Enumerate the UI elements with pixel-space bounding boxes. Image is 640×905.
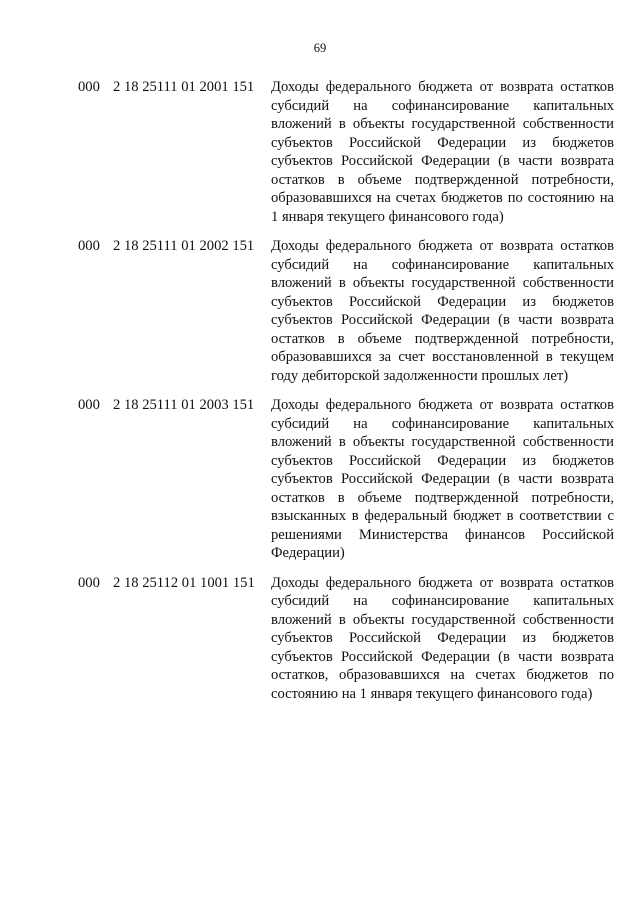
administrator-code: 000 — [78, 397, 100, 413]
income-classification-code: 2 18 25112 01 1001 151 — [113, 574, 255, 591]
page-number: 69 — [313, 41, 327, 55]
income-description: Доходы федерального бюджета от возврата остатков субсидий на софинансирование капитальных вложений в объекты государственной собственности субъектов Российской Федерации из бюджетов субъектов Российской Федерации (в части возврата остатков в объеме подтвержденной потребности, образовавшихся за счет восстановленной в текущем году дебиторской задолженности прошлых лет) — [271, 238, 614, 384]
income-classification-code: 2 18 25111 01 2001 151 — [113, 79, 255, 95]
budget-code-list — [78, 78, 613, 714]
administrator-code: 000 — [78, 238, 100, 254]
income-description: Доходы федерального бюджета от возврата остатков субсидий на софинансирование капитальных вложений в объекты государственной собственности субъектов Российской Федерации из бюджетов субъектов Российской Федерации (в части возврата остатков, образовавшихся на счетах бюджетов по состоянию на 1 января текущего финансового года) — [271, 574, 614, 702]
income-description: Доходы федерального бюджета от возврата остатков субсидий на софинансирование капитальных вложений в объекты государственной собственности субъектов Российской Федерации из бюджетов субъектов Российской Федерации (в части возврата остатков в объеме подтвержденной потребности, взысканных в федеральный бюджет в соответствии с решениями Министерства финансов Российской Федерации) — [271, 397, 614, 561]
list-item — [78, 237, 613, 385]
administrator-code: 000 — [78, 79, 100, 95]
income-classification-code: 2 18 25111 01 2003 151 — [113, 397, 255, 413]
list-item — [78, 396, 613, 563]
income-classification-code: 2 18 25111 01 2002 151 — [113, 238, 255, 254]
income-description: Доходы федерального бюджета от возврата остатков субсидий на софинансирование капитальных вложений в объекты государственной собственности субъектов Российской Федерации из бюджетов субъектов Российской Федерации (в части возврата остатков в объеме подтвержденной потребности, образовавшихся на счетах бюджетов по состоянию на 1 января текущего финансового года) — [271, 79, 614, 225]
list-item — [78, 78, 613, 226]
list-item — [78, 574, 613, 704]
administrator-code: 000 — [78, 574, 100, 591]
